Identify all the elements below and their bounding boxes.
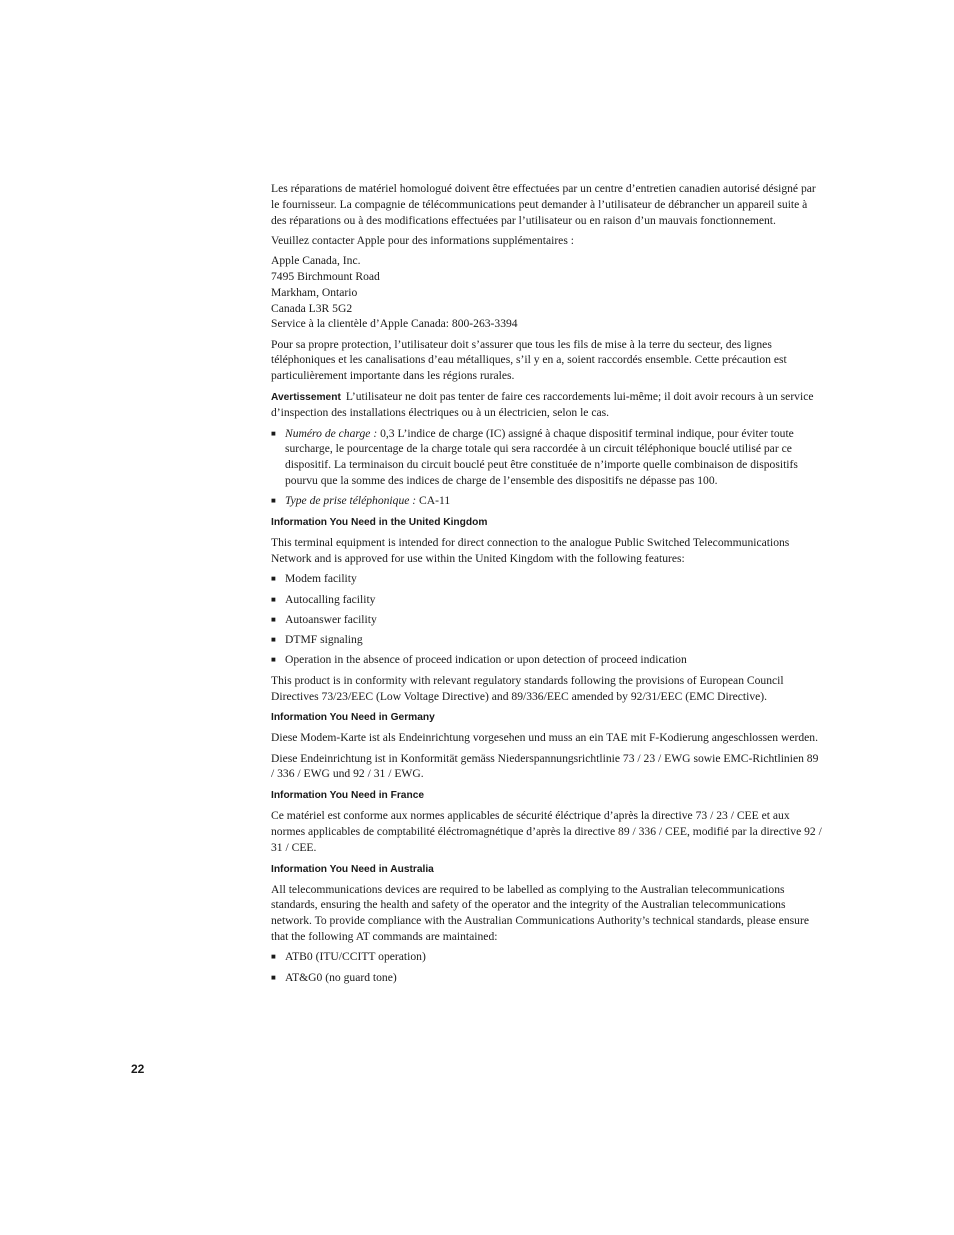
heading-germany: Information You Need in Germany bbox=[271, 712, 435, 724]
canada-bullet-list bbox=[271, 426, 823, 509]
list-item-text: AT&G0 (no guard tone) bbox=[285, 970, 397, 984]
list-item bbox=[271, 592, 823, 608]
page-number: 22 bbox=[131, 1062, 145, 1076]
paragraph-germany-2: Diese Endeinrichtung ist in Konformität gemäss Niederspannungsrichtlinie 73 / 23 / EWG sowie EMC-Richtlinien 89 / 336 / EWG und 92 / 31 / EWG. bbox=[271, 751, 819, 781]
address-line: Apple Canada, Inc. bbox=[271, 254, 361, 268]
australia-command-list bbox=[271, 949, 823, 985]
paragraph-contact-apple: Veuillez contacter Apple pour des informations supplémentaires : bbox=[271, 233, 574, 247]
list-item-text: ATB0 (ITU/CCITT operation) bbox=[285, 950, 426, 964]
charge-label: Numéro de charge : bbox=[285, 426, 378, 440]
list-item-text: Autoanswer facility bbox=[285, 612, 377, 626]
heading-uk: Information You Need in the United Kingdom bbox=[271, 517, 488, 529]
list-item bbox=[271, 632, 823, 648]
paragraph-grounding: Pour sa propre protection, l’utilisateur doit s’assurer que tous les fils de mise à la terre du secteur, des lignes téléphoniques et les canalisations d’eau métalliques, s’il y en a, soient raccordés ensemble. Cette précaution est particulièrement importante dans les régions rurales. bbox=[271, 337, 787, 383]
page-content bbox=[271, 181, 823, 990]
jack-type-label: Type de prise téléphonique : bbox=[285, 494, 417, 508]
list-item-text: Modem facility bbox=[285, 572, 357, 586]
paragraph-uk-conformity: This product is in conformity with relevant regulatory standards following the provisions of European Council Directives 73/23/EEC (Low Voltage Directive) and 89/336/EEC amended by 92/31/EEC (EMC Directive). bbox=[271, 673, 784, 703]
paragraph-australia: All telecommunications devices are required to be labelled as complying to the Australian telecommunications standards, ensuring the health and safety of the operator and the integrity of the Australian telecommunications network. To provide compliance with the Australian Communications Authority’s technical standards, please ensure that the following AT commands are maintained: bbox=[271, 882, 809, 943]
warning-text: L’utilisateur ne doit pas tenter de faire ces raccordements lui-même; il doit avoir recours à un service d’inspection des installations électriques ou à un électricien, selon le cas. bbox=[271, 389, 814, 420]
bullet-icon: ■ bbox=[271, 952, 276, 962]
address-block bbox=[271, 253, 823, 332]
heading-australia: Information You Need in Australia bbox=[271, 863, 434, 875]
bullet-icon: ■ bbox=[271, 594, 276, 604]
list-item bbox=[271, 652, 823, 668]
address-line: 7495 Birchmount Road bbox=[271, 269, 380, 283]
jack-type-text: CA-11 bbox=[416, 494, 451, 508]
paragraph-germany-1: Diese Modem-Karte ist als Endeinrichtung vorgesehen und muss an ein TAE mit F-Kodierung angeschlossen werden. bbox=[271, 731, 818, 745]
bullet-icon: ■ bbox=[271, 655, 276, 665]
address-line: Service à la clientèle d’Apple Canada: 800-263-3394 bbox=[271, 317, 518, 331]
bullet-icon: ■ bbox=[271, 614, 276, 624]
list-item bbox=[271, 949, 823, 965]
bullet-icon: ■ bbox=[271, 428, 276, 438]
paragraph-uk: This terminal equipment is intended for direct connection to the analogue Public Switched Telecommunications Network and is approved for use within the United Kingdom with the following features: bbox=[271, 536, 790, 565]
list-item bbox=[271, 493, 823, 509]
address-line: Canada L3R 5G2 bbox=[271, 301, 353, 315]
list-item-text: DTMF signaling bbox=[285, 633, 363, 647]
warning-label: Avertissement bbox=[271, 391, 341, 403]
bullet-icon: ■ bbox=[271, 574, 276, 584]
list-item bbox=[271, 426, 823, 489]
list-item bbox=[271, 970, 823, 986]
bullet-icon: ■ bbox=[271, 972, 276, 982]
paragraph-repairs: Les réparations de matériel homologué doivent être effectuées par un centre d’entretien canadien autorisé désigné par le fournisseur. La compagnie de télécommunications peut demander à l’utilisateur de débrancher un appareil suite à des réparations ou à des modifications effectuées par l’utilisateur ou en raison d’un mauvais fonctionnement. bbox=[271, 182, 816, 227]
list-item-text: Autocalling facility bbox=[285, 592, 376, 606]
list-item bbox=[271, 612, 823, 628]
list-item bbox=[271, 571, 823, 587]
heading-france: Information You Need in France bbox=[271, 790, 425, 802]
uk-feature-list bbox=[271, 571, 823, 668]
list-item-text: Operation in the absence of proceed indication or upon detection of proceed indication bbox=[285, 653, 687, 667]
paragraph-france: Ce matériel est conforme aux normes applicables de sécurité éléctrique d’après la directive 73 / 23 / CEE et aux normes applicables de comptabilité éléctromagnétique d’après la directive 89 / 336 / CEE, modifié par la directive 92 / 31 / CEE. bbox=[271, 809, 822, 854]
charge-text: 0,3 L’indice de charge (IC) assigné à chaque dispositif terminal indique, pour éviter toute surcharge, le pourcentage de la charge totale qui sera raccordée à un circuit téléphonique bouclé utilisé par ce dispositif. La terminaison du circuit bouclé peut être constituée de n’importe quelle combinaison de dispositifs pourvu que la somme des indices de charge de l’ensemble des dispositifs ne dépasse pas 100. bbox=[285, 426, 798, 488]
address-line: Markham, Ontario bbox=[271, 285, 358, 299]
bullet-icon: ■ bbox=[271, 635, 276, 645]
bullet-icon: ■ bbox=[271, 496, 276, 506]
paragraph-warning bbox=[271, 389, 823, 422]
